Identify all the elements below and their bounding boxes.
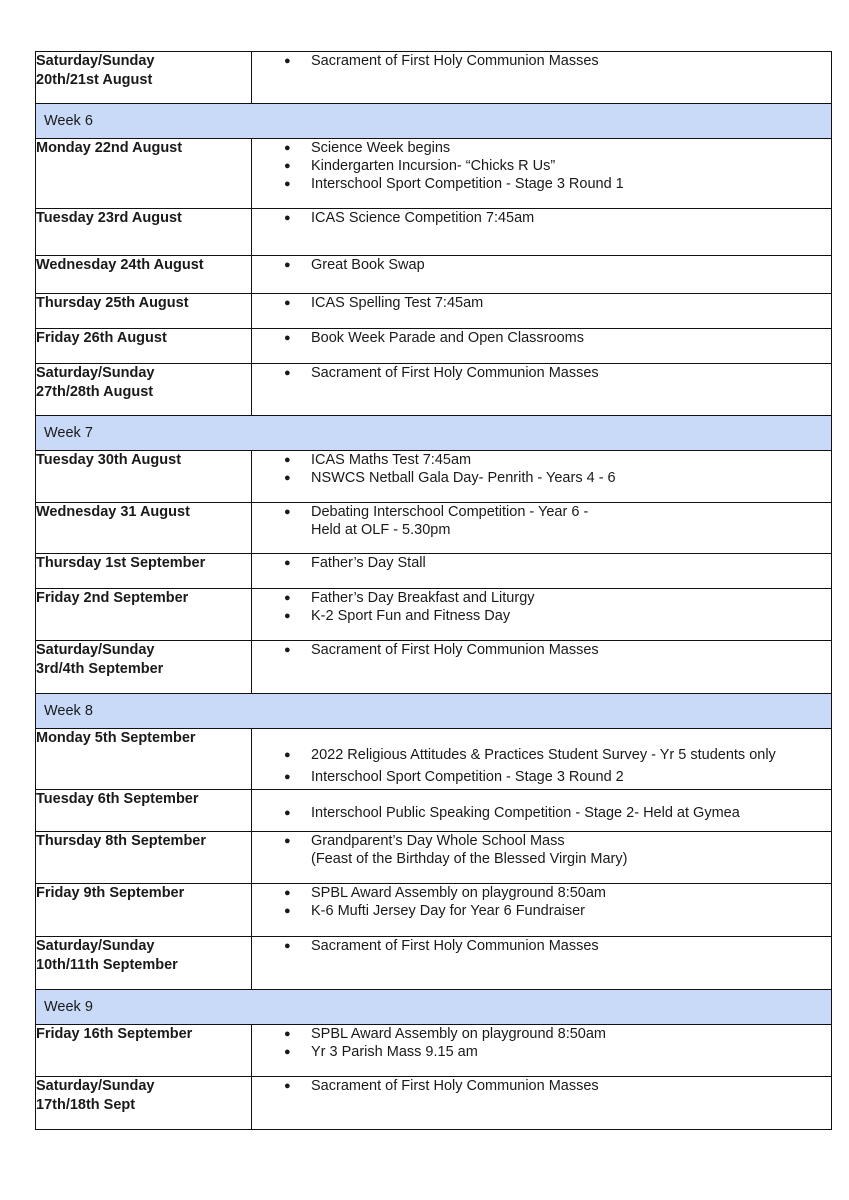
table-row [36,256,832,294]
week-header-row [36,416,832,451]
event-text: (Feast of the Birthday of the Blessed Virgin Mary) [311,851,628,867]
events-cell [252,790,832,832]
date-cell [36,52,252,104]
event-list [252,364,831,382]
event-text: ● Kindergarten Incursion- “Chicks R Us” [311,158,556,174]
date-cell [36,294,252,329]
list-item [252,832,831,868]
list-item [252,937,831,955]
list-item [252,589,831,607]
table-row [36,329,832,364]
date-text: Friday 2nd September [36,590,189,606]
date-text: Thursday 25th August [36,295,189,311]
list-item [252,451,831,469]
week-label: Week 7 [36,416,832,451]
date-cell [36,364,252,416]
events-cell [252,1077,832,1130]
table-row [36,641,832,694]
event-text: ● 2022 Religious Attitudes & Practices Student Survey - Yr 5 students only [311,747,776,763]
events-cell [252,503,832,554]
event-text: ● Interschool Sport Competition - Stage 3 Round 2 [311,769,624,785]
table-row [36,729,832,790]
week-header-row [36,694,832,729]
event-list [252,139,831,193]
date-cell [36,641,252,694]
event-list [252,451,831,487]
event-text: ● Sacrament of First Holy Communion Masses [311,938,599,954]
event-text: ● Grandparent’s Day Whole School Mass [311,833,565,849]
event-text: ● ICAS Science Competition 7:45am [311,210,535,226]
event-list [252,937,831,955]
event-text: ● K-6 Mufti Jersey Day for Year 6 Fundraiser [311,903,586,919]
events-cell [252,641,832,694]
date-text: Saturday/Sunday [36,53,155,69]
events-cell [252,729,832,790]
events-cell [252,52,832,104]
date-text: Tuesday 30th August [36,452,182,468]
list-item [252,641,831,659]
date-text: 27th/28th August [36,384,154,400]
table-row [36,554,832,589]
list-item [252,804,831,822]
date-cell [36,937,252,990]
event-text: ● NSWCS Netball Gala Day- Penrith - Years 4 - 6 [311,470,616,486]
event-list [252,554,831,572]
event-list [252,52,831,70]
event-text: ● Science Week begins [311,140,451,156]
list-item [252,1077,831,1095]
events-cell [252,554,832,589]
list-item [252,329,831,347]
event-text: ● ICAS Spelling Test 7:45am [311,295,484,311]
date-text: 20th/21st August [36,72,153,88]
date-cell [36,1077,252,1130]
date-cell [36,503,252,554]
event-text: ● Father’s Day Stall [311,555,426,571]
event-text: ● Interschool Public Speaking Competition - Stage 2- Held at Gymea [311,805,740,821]
list-item [252,768,831,786]
list-item [252,157,831,175]
date-cell [36,256,252,294]
event-list [252,832,831,868]
event-list [252,1077,831,1095]
list-item [252,256,831,274]
table-row [36,364,832,416]
week-label: Week 8 [36,694,832,729]
table-row [36,884,832,937]
events-cell [252,589,832,641]
date-cell [36,451,252,503]
table-row [36,832,832,884]
events-cell [252,364,832,416]
list-item [252,1043,831,1061]
event-text: ● Sacrament of First Holy Communion Masses [311,365,599,381]
date-text: Saturday/Sunday [36,1078,155,1094]
events-cell [252,832,832,884]
list-item [252,607,831,625]
events-cell [252,451,832,503]
event-list [252,503,831,539]
event-text: ● Yr 3 Parish Mass 9.15 am [311,1044,478,1060]
events-cell [252,139,832,209]
date-text: 3rd/4th September [36,661,164,677]
date-cell [36,139,252,209]
date-cell [36,832,252,884]
week-header-row [36,990,832,1025]
week-header-row [36,104,832,139]
date-cell [36,329,252,364]
date-text: Saturday/Sunday [36,642,155,658]
list-item [252,884,831,902]
week-label: Week 9 [36,990,832,1025]
event-text: ● ICAS Maths Test 7:45am [311,452,472,468]
events-cell [252,329,832,364]
event-text: ● Father’s Day Breakfast and Liturgy [311,590,535,606]
event-text: ● K-2 Sport Fun and Fitness Day [311,608,511,624]
date-text: Thursday 8th September [36,833,207,849]
date-text: Thursday 1st September [36,555,206,571]
date-text: Friday 9th September [36,885,185,901]
date-text: Monday 22nd August [36,140,183,156]
list-item [252,503,831,539]
table-row [36,503,832,554]
event-list [252,746,831,786]
date-text: Monday 5th September [36,730,196,746]
date-text: Tuesday 6th September [36,791,199,807]
date-text: 17th/18th Sept [36,1097,136,1113]
table-row [36,451,832,503]
events-cell [252,294,832,329]
event-text: ● Sacrament of First Holy Communion Masses [311,642,599,658]
date-text: Saturday/Sunday [36,365,155,381]
list-item [252,294,831,312]
date-cell [36,209,252,256]
event-text: Held at OLF - 5.30pm [311,522,451,538]
list-item [252,52,831,70]
events-cell [252,256,832,294]
date-cell [36,554,252,589]
list-item [252,469,831,487]
events-cell [252,937,832,990]
date-cell [36,790,252,832]
date-cell [36,1025,252,1077]
table-row [36,1025,832,1077]
event-list [252,884,831,920]
list-item [252,554,831,572]
table-row [36,139,832,209]
event-text: ● SPBL Award Assembly on playground 8:50am [311,885,607,901]
event-list [252,804,831,822]
event-text: ● Interschool Sport Competition - Stage 3 Round 1 [311,176,624,192]
event-text: ● Debating Interschool Competition - Year 6 - [311,504,589,520]
table-row [36,294,832,329]
events-cell [252,209,832,256]
table-row [36,209,832,256]
list-item [252,902,831,920]
date-text: Tuesday 23rd August [36,210,182,226]
event-text: ● Great Book Swap [311,257,425,273]
event-text: ● Sacrament of First Holy Communion Masses [311,1078,599,1094]
events-cell [252,884,832,937]
table-row [36,1077,832,1130]
event-list [252,294,831,312]
date-text: Friday 26th August [36,330,167,346]
table-row [36,52,832,104]
event-list [252,1025,831,1061]
week-label: Week 6 [36,104,832,139]
event-list [252,329,831,347]
calendar-table [35,51,832,1130]
list-item [252,209,831,227]
table-row [36,790,832,832]
event-list [252,256,831,274]
calendar-body [36,52,832,1130]
list-item [252,175,831,193]
event-list [252,589,831,625]
event-text: ● Sacrament of First Holy Communion Masses [311,53,599,69]
date-text: Saturday/Sunday [36,938,155,954]
date-cell [36,589,252,641]
date-cell [36,884,252,937]
event-text: ● Book Week Parade and Open Classrooms [311,330,584,346]
events-cell [252,1025,832,1077]
list-item [252,1025,831,1043]
date-cell [36,729,252,790]
date-text: Wednesday 24th August [36,257,204,273]
table-row [36,589,832,641]
table-row [36,937,832,990]
event-text: ● SPBL Award Assembly on playground 8:50am [311,1026,607,1042]
date-text: 10th/11th September [36,957,178,973]
list-item [252,746,831,764]
date-text: Wednesday 31 August [36,504,190,520]
list-item [252,364,831,382]
date-text: Friday 16th September [36,1026,193,1042]
event-list [252,209,831,227]
event-list [252,641,831,659]
list-item [252,139,831,157]
